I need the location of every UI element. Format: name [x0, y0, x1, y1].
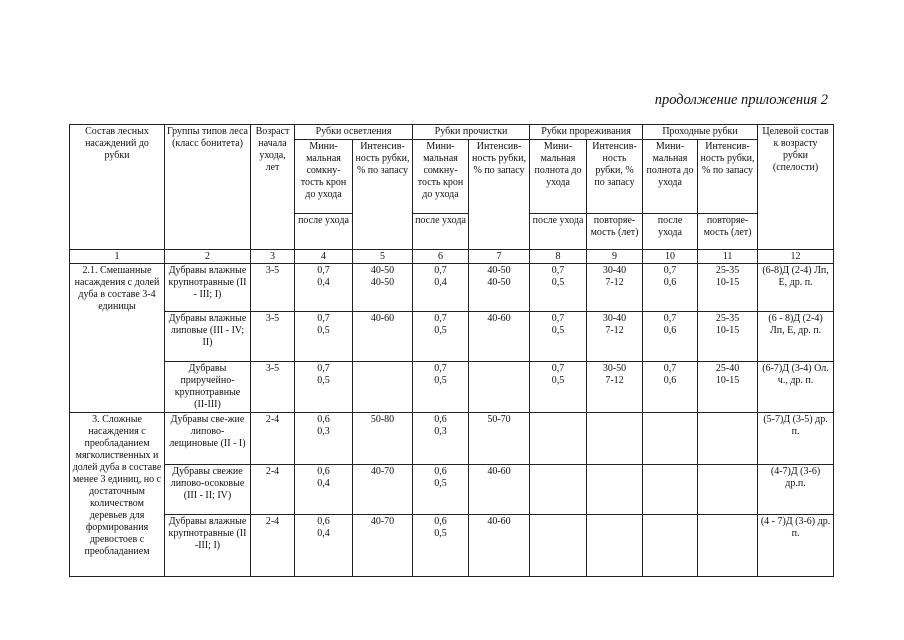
- value-cell-c9: [587, 465, 643, 515]
- value-line: 7-12: [605, 277, 624, 288]
- value-cell-c5: [353, 413, 413, 465]
- value-cell-c10: [643, 465, 698, 515]
- forest-type-cell: Дубравы влажные крупнотравные (II -III; I): [165, 515, 251, 577]
- value-cell-c8: [530, 264, 587, 312]
- column-number: 6: [413, 250, 469, 264]
- forest-type-cell: Дубравы све-жие липово-лещиновые (II - I): [165, 413, 251, 465]
- start-age-cell: 3-5: [251, 362, 295, 413]
- header-group-prochistka: Рубки прочистки: [413, 125, 530, 140]
- forest-type-cell: Дубравы свежие липово-осоковые (III - II; IV): [165, 465, 251, 515]
- value-line: 25-40: [715, 363, 740, 374]
- target-composition-cell: (4-7)Д (3-6) др.п.: [758, 465, 834, 515]
- value-line: 0,6: [317, 414, 330, 425]
- header-group-prorezhivanie: Рубки прореживания: [530, 125, 643, 140]
- value-cell-c8: [530, 465, 587, 515]
- value-line: 0,6: [663, 325, 677, 336]
- value-cell-c5: [353, 312, 413, 362]
- value-cell-c4: [295, 465, 353, 515]
- header-osv-after: после ухода: [295, 214, 353, 250]
- value-line: 7-12: [605, 325, 624, 336]
- value-line: 0,7: [663, 313, 677, 324]
- value-line: 0,7: [434, 363, 447, 374]
- value-line: 40-60: [487, 313, 511, 324]
- value-cell-c7: [469, 264, 530, 312]
- header-osv-min: Мини-мальная сомкну-тость крон до ухода: [295, 140, 353, 214]
- value-cell-c6: [413, 515, 469, 577]
- value-line: 0,7: [434, 265, 447, 276]
- column-number: 10: [643, 250, 698, 264]
- value-line: 50-80: [370, 414, 395, 425]
- table-row: [70, 362, 834, 413]
- stand-composition-cell: 2.1. Смешанные насаждения с долей дуба в составе 3-4 единицы: [70, 264, 165, 413]
- header-prohod-repeat: повторяе-мость (лет): [698, 214, 758, 250]
- header-prohod-min: Мини-мальная полнота до ухода: [643, 140, 698, 214]
- value-cell-c11: [698, 465, 758, 515]
- value-line: 0,5: [434, 325, 447, 336]
- target-composition-cell: (5-7)Д (3-5) др. п.: [758, 413, 834, 465]
- header-prorezh-after: после ухода: [530, 214, 587, 250]
- value-line: 0,4: [434, 277, 447, 288]
- value-line: 0,4: [317, 478, 330, 489]
- value-line: 10-15: [715, 277, 740, 288]
- value-cell-c11: [698, 264, 758, 312]
- value-line: 0,7: [317, 265, 330, 276]
- value-cell-c4: [295, 413, 353, 465]
- column-number: 2: [165, 250, 251, 264]
- forest-care-table: [69, 124, 834, 577]
- value-cell-c8: [530, 413, 587, 465]
- column-numbers-row: [70, 250, 834, 264]
- value-line: 10-15: [715, 325, 740, 336]
- forest-type-cell: Дубравы приручейно-крупнотравные (II-III): [165, 362, 251, 413]
- header-group-osvetlenie: Рубки осветления: [295, 125, 413, 140]
- header-age: Возраст начала ухода, лет: [251, 125, 295, 250]
- target-composition-cell: (6-7)Д (3-4) Ол. ч., др. п.: [758, 362, 834, 413]
- value-line: 40-50: [370, 277, 395, 288]
- start-age-cell: 2-4: [251, 515, 295, 577]
- value-cell-c5: [353, 465, 413, 515]
- value-line: 0,5: [551, 325, 565, 336]
- value-line: 0,7: [317, 363, 330, 374]
- value-cell-c4: [295, 312, 353, 362]
- start-age-cell: 2-4: [251, 413, 295, 465]
- forest-type-cell: Дубравы влажные липовые (III - IV; II): [165, 312, 251, 362]
- forest-type-cell: Дубравы влажные крупнотравные (II - III; I): [165, 264, 251, 312]
- appendix-caption: продолжение приложения 2: [654, 92, 828, 108]
- value-line: 0,7: [317, 313, 330, 324]
- value-line: 0,7: [551, 363, 565, 374]
- value-cell-c7: [469, 312, 530, 362]
- value-line: 0,6: [434, 516, 447, 527]
- value-line: 0,5: [434, 375, 447, 386]
- start-age-cell: 3-5: [251, 312, 295, 362]
- value-line: 40-60: [487, 516, 511, 527]
- value-line: 0,5: [434, 528, 447, 539]
- value-cell-c10: [643, 264, 698, 312]
- table-row: [70, 465, 834, 515]
- value-cell-c6: [413, 465, 469, 515]
- header-prorezh-repeat: повторяе-мость (лет): [587, 214, 643, 250]
- value-line: 40-70: [370, 516, 395, 527]
- value-cell-c8: [530, 312, 587, 362]
- value-line: 0,6: [317, 466, 330, 477]
- value-cell-c6: [413, 264, 469, 312]
- value-cell-c9: [587, 264, 643, 312]
- value-line: 0,6: [434, 414, 447, 425]
- value-cell-c6: [413, 312, 469, 362]
- column-number: 1: [70, 250, 165, 264]
- value-cell-c8: [530, 362, 587, 413]
- header-prorezh-min: Мини-мальная полнота до ухода: [530, 140, 587, 214]
- value-cell-c5: [353, 515, 413, 577]
- value-line: 40-50: [487, 277, 511, 288]
- value-line: 7-12: [605, 375, 624, 386]
- value-line: 0,7: [663, 363, 677, 374]
- column-number: 7: [469, 250, 530, 264]
- header-forest-type: Группы типов леса (класс бонитета): [165, 125, 251, 250]
- value-line: 40-50: [370, 265, 395, 276]
- value-line: 0,7: [663, 265, 677, 276]
- table-row: [70, 515, 834, 577]
- value-line: 30-40: [602, 265, 627, 276]
- header-osv-intensity: Интенсив-ность рубки, % по запасу: [353, 140, 413, 250]
- value-cell-c10: [643, 312, 698, 362]
- value-cell-c8: [530, 515, 587, 577]
- value-cell-c11: [698, 362, 758, 413]
- value-line: 0,5: [317, 325, 330, 336]
- value-cell-c7: [469, 413, 530, 465]
- value-line: 0,7: [434, 313, 447, 324]
- value-line: 40-70: [370, 466, 395, 477]
- value-line: 25-35: [715, 313, 740, 324]
- value-line: 0,6: [663, 277, 677, 288]
- target-composition-cell: (4 - 7)Д (3-6) др. п.: [758, 515, 834, 577]
- column-number: 12: [758, 250, 834, 264]
- header-prorezh-intensity: Интенсив-ность рубки, % по запасу: [587, 140, 643, 214]
- value-cell-c7: [469, 362, 530, 413]
- value-cell-c11: [698, 312, 758, 362]
- value-cell-c10: [643, 515, 698, 577]
- column-number: 9: [587, 250, 643, 264]
- value-line: 0,4: [317, 277, 330, 288]
- value-cell-c6: [413, 413, 469, 465]
- value-line: 0,5: [551, 375, 565, 386]
- value-line: 30-40: [602, 313, 627, 324]
- value-line: 0,3: [317, 426, 330, 437]
- value-cell-c9: [587, 362, 643, 413]
- value-cell-c9: [587, 413, 643, 465]
- table-row: [70, 413, 834, 465]
- header-prohod-after: после ухода: [643, 214, 698, 250]
- table-row: [70, 264, 834, 312]
- header-group-prohodnye: Проходные рубки: [643, 125, 758, 140]
- value-line: 40-60: [370, 313, 395, 324]
- value-cell-c11: [698, 515, 758, 577]
- column-number: 3: [251, 250, 295, 264]
- value-cell-c4: [295, 515, 353, 577]
- value-line: 10-15: [715, 375, 740, 386]
- value-cell-c10: [643, 362, 698, 413]
- target-composition-cell: (6 - 8)Д (2-4) Лп, Е, др. п.: [758, 312, 834, 362]
- value-line: 0,4: [317, 528, 330, 539]
- target-composition-cell: (6-8)Д (2-4) Лп, Е, др. п.: [758, 264, 834, 312]
- value-cell-c4: [295, 362, 353, 413]
- value-line: 0,5: [434, 478, 447, 489]
- value-line: 0,6: [434, 466, 447, 477]
- value-cell-c9: [587, 312, 643, 362]
- value-line: 25-35: [715, 265, 740, 276]
- value-cell-c4: [295, 264, 353, 312]
- value-line: 40-50: [487, 265, 511, 276]
- value-cell-c6: [413, 362, 469, 413]
- value-line: 0,6: [317, 516, 330, 527]
- value-line: 0,5: [317, 375, 330, 386]
- value-cell-c10: [643, 413, 698, 465]
- value-cell-c5: [353, 362, 413, 413]
- value-cell-c7: [469, 465, 530, 515]
- stand-composition-cell: 3. Сложные насаждения с преобладанием мягколиственных и долей дуба в составе менее 3 единиц, но с достаточным количеством деревьев для формирования древостоев с преобладанием: [70, 413, 165, 577]
- table-row: [70, 312, 834, 362]
- value-line: 30-50: [602, 363, 627, 374]
- column-number: 11: [698, 250, 758, 264]
- column-number: 8: [530, 250, 587, 264]
- start-age-cell: 2-4: [251, 465, 295, 515]
- value-line: 0,5: [551, 277, 565, 288]
- header-proch-intensity: Интенсив-ность рубки, % по запасу: [469, 140, 530, 250]
- header-proch-after: после ухода: [413, 214, 469, 250]
- value-line: 40-60: [487, 466, 511, 477]
- value-cell-c5: [353, 264, 413, 312]
- column-number: 4: [295, 250, 353, 264]
- value-line: 50-70: [487, 414, 511, 425]
- value-line: 0,3: [434, 426, 447, 437]
- header-prohod-intensity: Интенсив-ность рубки, % по запасу: [698, 140, 758, 214]
- value-cell-c9: [587, 515, 643, 577]
- value-cell-c11: [698, 413, 758, 465]
- header-proch-min: Мини-мальная сомкну-тость крон до ухода: [413, 140, 469, 214]
- value-cell-c7: [469, 515, 530, 577]
- value-line: 0,7: [551, 313, 565, 324]
- column-number: 5: [353, 250, 413, 264]
- value-line: 0,7: [551, 265, 565, 276]
- start-age-cell: 3-5: [251, 264, 295, 312]
- value-line: 0,6: [663, 375, 677, 386]
- header-target-composition: Целевой состав к возрасту рубки (спелости): [758, 125, 834, 250]
- header-composition: Состав лесных насаждений до рубки: [70, 125, 165, 250]
